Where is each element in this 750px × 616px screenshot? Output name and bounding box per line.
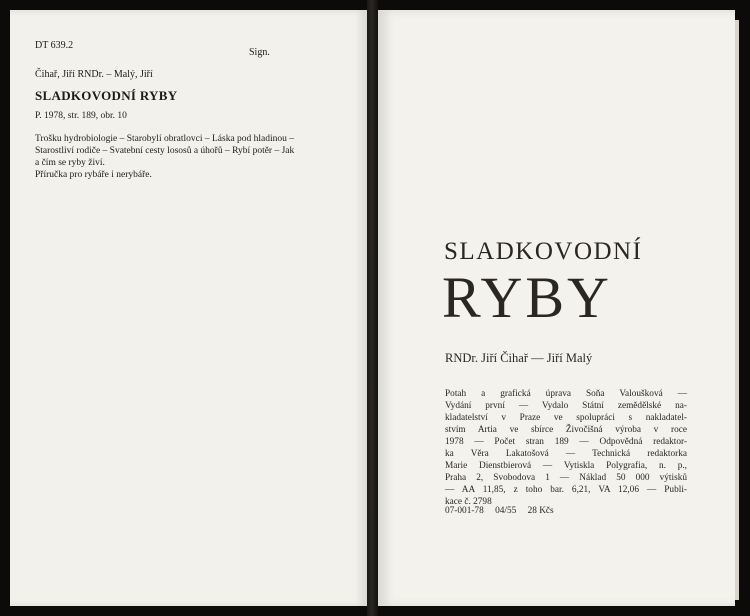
book-price: 28 Kčs — [527, 506, 554, 516]
catalog-publication-info: P. 1978, str. 189, obr. 10 — [35, 111, 127, 121]
book-code: 07-001-78 — [445, 506, 484, 516]
catalog-summary — [35, 133, 353, 181]
page-edge — [735, 20, 739, 600]
colophon-line: kladatelství v Praze ve spolupráci s nakladatel- — [445, 413, 687, 423]
colophon-line: 1978 — Počet stran 189 — Odpovědná redaktor- — [445, 437, 687, 447]
book-spine — [367, 0, 378, 616]
title-line-1: SLADKOVODNÍ — [444, 238, 643, 265]
catalog-authors: Čihař, Jiří RNDr. – Malý, Jiří — [35, 69, 153, 80]
catalog-id: DT 639.2 — [35, 40, 74, 51]
title-authors: RNDr. Jiří Čihař — Jiří Malý — [445, 351, 593, 365]
colophon-line: Vydání první — Vydalo Státní zemědělské na- — [445, 401, 687, 411]
left-page-catalog-card — [10, 10, 367, 606]
catalog-summary-line: Příručka pro rybáře i nerybáře. — [35, 170, 152, 180]
catalog-summary-line: Trošku hydrobiologie – Starobylí obratlovci – Láska pod hladinou – — [35, 134, 295, 144]
colophon-line: Praha 2, Svobodova 1 — Náklad 50 000 výtisků — [445, 473, 687, 483]
colophon-line: Marie Dienstbierová — Vytiskla Polygrafia, n. p., — [445, 461, 687, 471]
book-code-2: 04/55 — [495, 506, 517, 516]
colophon-line: — AA 11,85, z toho bar. 6,21, VA 12,06 — Publi- — [445, 485, 687, 495]
right-page-title — [378, 10, 735, 606]
colophon-line: kace č. 2798 — [445, 497, 492, 507]
catalog-title: SLADKOVODNÍ RYBY — [35, 88, 178, 103]
colophon-line: stvím Artia ve sbírce Živočišná výroba v roce — [445, 425, 687, 435]
catalog-summary-line: Starostliví rodiče – Svatební cesty lososů a úhořů – Rybí potěr – Jak — [35, 146, 295, 156]
colophon-line: Potah a grafická úprava Soňa Valoušková — — [445, 389, 687, 399]
catalog-summary-line: a čím se ryby živí. — [35, 158, 105, 168]
colophon — [445, 388, 687, 508]
sign-label: Sign. — [249, 47, 270, 58]
title-line-2: RYBY — [442, 265, 612, 330]
colophon-line: ka Věra Lakatošová — Technická redaktorka — [445, 449, 687, 459]
price-line — [445, 506, 563, 516]
